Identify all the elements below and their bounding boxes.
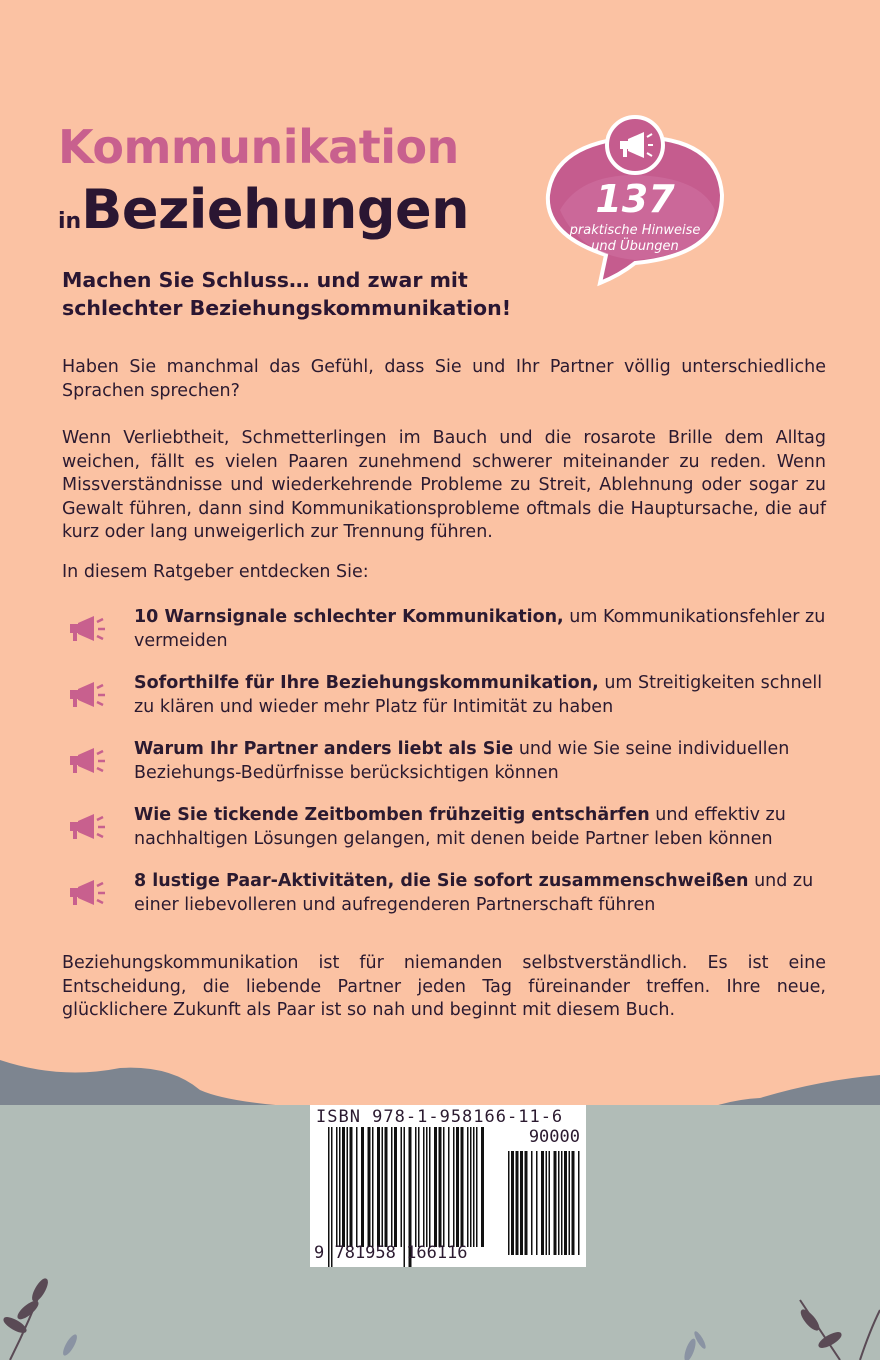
speech-bubble-badge bbox=[540, 115, 730, 305]
title-in: in bbox=[58, 209, 82, 234]
list-item bbox=[62, 738, 832, 804]
bullet-bold: Wie Sie tickende Zeitbomben frühzeitig entschärfen bbox=[134, 805, 650, 825]
isbn-barcode bbox=[310, 1105, 586, 1267]
list-item bbox=[62, 870, 832, 936]
list-intro: In diesem Ratgeber entdecken Sie: bbox=[62, 562, 369, 582]
bullet-bold: Soforthilfe für Ihre Beziehungskommunikation, bbox=[134, 673, 599, 693]
bullet-bold: 8 lustige Paar-Aktivitäten, die Sie sofort zusammenschweißen bbox=[134, 871, 749, 891]
list-item bbox=[62, 672, 832, 738]
badge-number: 137 bbox=[595, 177, 675, 221]
benefit-list bbox=[62, 606, 832, 936]
megaphone-icon bbox=[62, 672, 134, 738]
title-beziehungen: Beziehungen bbox=[81, 178, 470, 241]
badge-caption-2: und Übungen bbox=[591, 239, 679, 254]
megaphone-icon bbox=[62, 738, 134, 804]
bullet-text: und wie Sie seine individuellen Beziehungs-Bedürfnisse berücksichtigen können bbox=[134, 739, 790, 783]
subtitle: Machen Sie Schluss… und zwar mit schlechter Beziehungskommunikation! bbox=[62, 268, 512, 320]
intro-paragraph: Haben Sie manchmal das Gefühl, dass Sie und Ihr Partner völlig unterschiedliche Sprachen sprechen? bbox=[62, 357, 826, 401]
bullet-text: und effektiv zu nachhaltigen Lösungen gelangen, mit denen beide Partner leben können bbox=[134, 805, 786, 849]
bullet-bold: Warum Ihr Partner anders liebt als Sie bbox=[134, 739, 514, 759]
megaphone-icon bbox=[62, 870, 134, 936]
megaphone-icon bbox=[62, 606, 134, 672]
title-line-2 bbox=[58, 178, 469, 241]
list-item bbox=[62, 804, 832, 870]
ean-number: 9 781958 166116 bbox=[314, 1243, 468, 1263]
title-line-1: Kommunikation bbox=[58, 120, 459, 174]
badge-caption-1: praktische Hinweise bbox=[569, 223, 701, 238]
badge-caption bbox=[540, 223, 730, 255]
megaphone-icon bbox=[62, 804, 134, 870]
bullet-text: um Kommunikationsfehler zu vermeiden bbox=[134, 607, 826, 651]
isbn-text: ISBN 978-1-958166-11-6 bbox=[316, 1107, 564, 1127]
closing-paragraph: Beziehungskommunikation ist für niemanden selbstverständlich. Es ist eine Entscheidung, die liebende Partner jeden Tag füreinander treffen. Ihre neue, glücklichere Zukunft als Paar ist so nah und beginnt mit diesem Buch. bbox=[62, 953, 826, 1020]
list-item bbox=[62, 606, 832, 672]
body-paragraph: Wenn Verliebtheit, Schmetterlingen im Bauch und die rosarote Brille dem Alltag weichen, fällt es vielen Paaren zunehmend schwerer miteinander zu reden. Wenn Missverständnisse und wiederkehrende Probleme zu Streit, Ablehnung oder sogar zu Gewalt führen, dann sind Kommunikationsprobleme oftmals die Hauptursache, die auf kurz oder lang unweigerlich zur Trennung führen. bbox=[62, 428, 826, 542]
addon-number: 90000 bbox=[528, 1127, 580, 1147]
bullet-text: und zu einer liebevolleren und aufregenderen Partnerschaft führen bbox=[134, 871, 814, 915]
bullet-text: um Streitigkeiten schnell zu klären und wieder mehr Platz für Intimität zu haben bbox=[134, 673, 823, 717]
bullet-bold: 10 Warnsignale schlechter Kommunikation, bbox=[134, 607, 564, 627]
